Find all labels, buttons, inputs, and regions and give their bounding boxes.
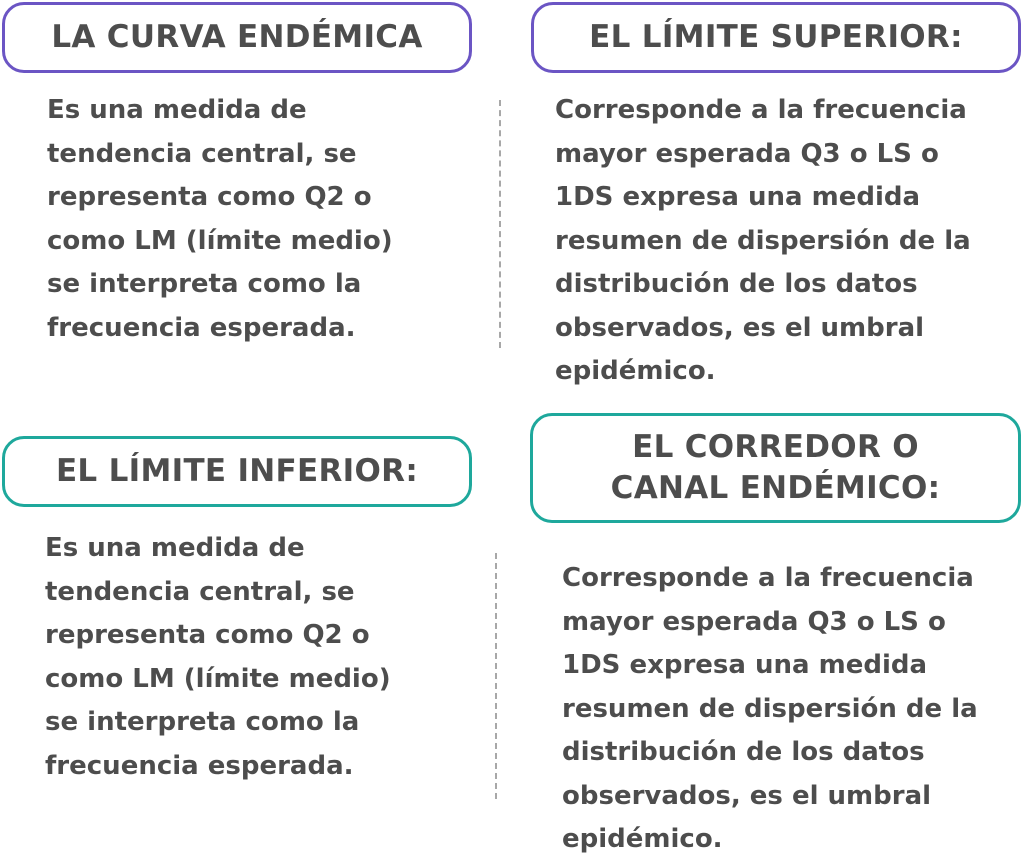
title-limite-inferior bbox=[2, 436, 472, 507]
title-curva-endemica-text: LA CURVA ENDÉMICA bbox=[51, 19, 423, 55]
divider-top bbox=[499, 100, 501, 348]
title-curva-endemica bbox=[2, 2, 472, 73]
title-corredor-endemico bbox=[530, 413, 1021, 523]
title-limite-inferior-text: EL LÍMITE INFERIOR: bbox=[55, 453, 419, 489]
title-corredor-endemico-text: EL CORREDOR O CANAL ENDÉMICO: bbox=[610, 429, 941, 506]
title-limite-superior-text: EL LÍMITE SUPERIOR: bbox=[589, 19, 963, 55]
text-limite-inferior: Es una medida de tendencia central, se representa como Q2 o como LM (límite medio) se interpreta como la frecuencia esperada. bbox=[45, 533, 391, 781]
text-curva-endemica: Es una medida de tendencia central, se representa como Q2 o como LM (límite medio) se interpreta como la frecuencia esperada. bbox=[47, 95, 393, 343]
text-corredor-endemico: Corresponde a la frecuencia mayor esperada Q3 o LS o 1DS expresa una medida resumen de dispersión de la distribución de los datos observados, es el umbral epidémico. bbox=[562, 563, 978, 854]
text-limite-superior: Corresponde a la frecuencia mayor esperada Q3 o LS o 1DS expresa una medida resumen de dispersión de la distribución de los datos observados, es el umbral epidémico. bbox=[555, 95, 971, 386]
divider-bottom bbox=[495, 553, 497, 799]
title-limite-superior bbox=[531, 2, 1021, 73]
